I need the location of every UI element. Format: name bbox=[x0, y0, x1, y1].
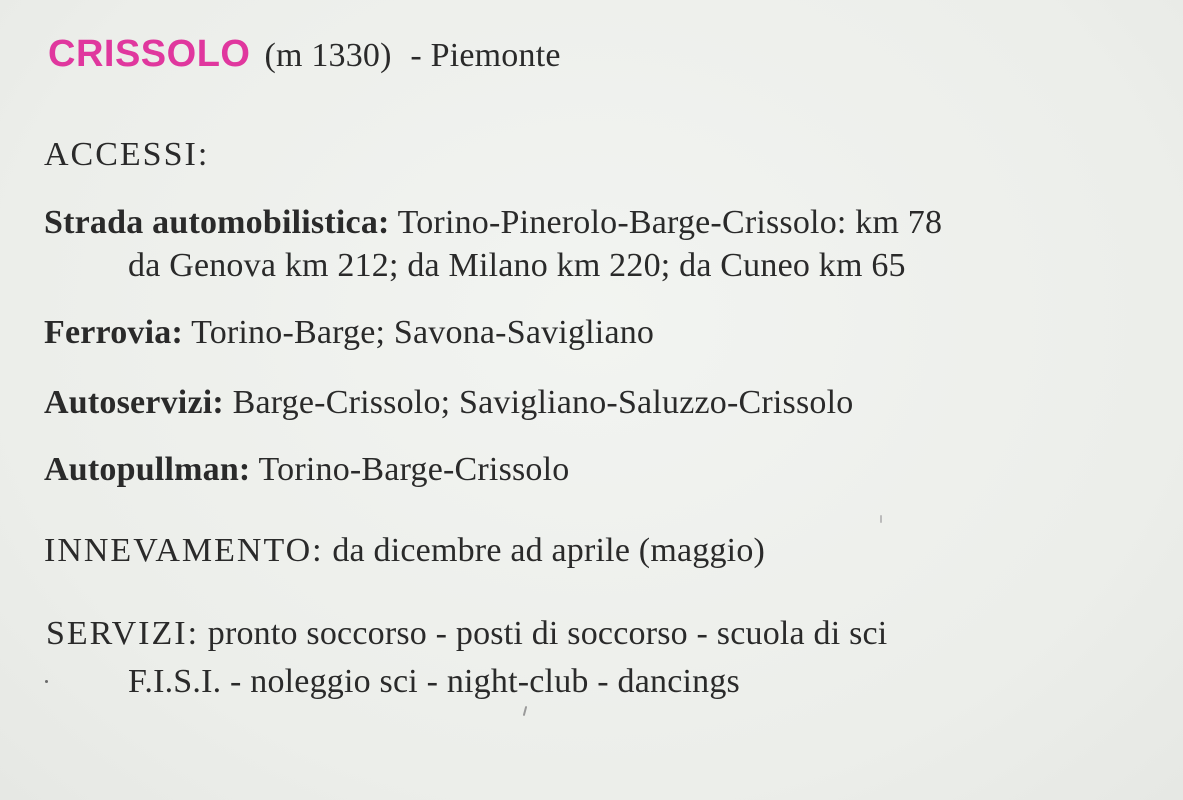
paper-speck bbox=[880, 515, 882, 523]
paper-speck bbox=[523, 706, 528, 716]
ferrovia-text: Torino-Barge; Savona-Savigliano bbox=[191, 314, 655, 351]
strada-line-1 bbox=[44, 203, 942, 243]
servizi-label: SERVIZI: bbox=[46, 615, 200, 652]
region: - Piemonte bbox=[410, 37, 561, 74]
strada-line-2: da Genova km 212; da Milano km 220; da Cuneo km 65 bbox=[128, 247, 906, 284]
strada-route: Torino-Pinerolo-Barge-Crissolo: km 78 bbox=[397, 204, 943, 241]
place-name: CRISSOLO bbox=[48, 33, 251, 75]
autoservizi-label: Autoservizi: bbox=[44, 384, 224, 421]
autopullman-text: Torino-Barge-Crissolo bbox=[258, 451, 570, 488]
ferrovia-label: Ferrovia: bbox=[44, 314, 183, 351]
page-title bbox=[48, 34, 561, 76]
autopullman-label: Autopullman: bbox=[44, 451, 251, 488]
ferrovia-line bbox=[44, 313, 654, 353]
paper-speck bbox=[45, 680, 48, 683]
innevamento-line bbox=[44, 531, 765, 571]
accessi-heading: ACCESSI: bbox=[44, 136, 210, 173]
innevamento-text: da dicembre ad aprile (maggio) bbox=[332, 532, 766, 569]
servizi-line-1 bbox=[46, 614, 887, 654]
strada-label: Strada automobilistica: bbox=[44, 204, 390, 241]
altitude: (m 1330) bbox=[264, 37, 392, 74]
autoservizi-text: Barge-Crissolo; Savigliano-Saluzzo-Crissolo bbox=[232, 384, 854, 421]
servizi-text-1: pronto soccorso - posti di soccorso - scuola di sci bbox=[207, 615, 888, 652]
autoservizi-line bbox=[44, 383, 853, 423]
servizi-line-2: F.I.S.I. - noleggio sci - night-club - dancings bbox=[128, 663, 740, 700]
autopullman-line bbox=[44, 450, 569, 490]
innevamento-label: INNEVAMENTO: bbox=[44, 532, 324, 569]
